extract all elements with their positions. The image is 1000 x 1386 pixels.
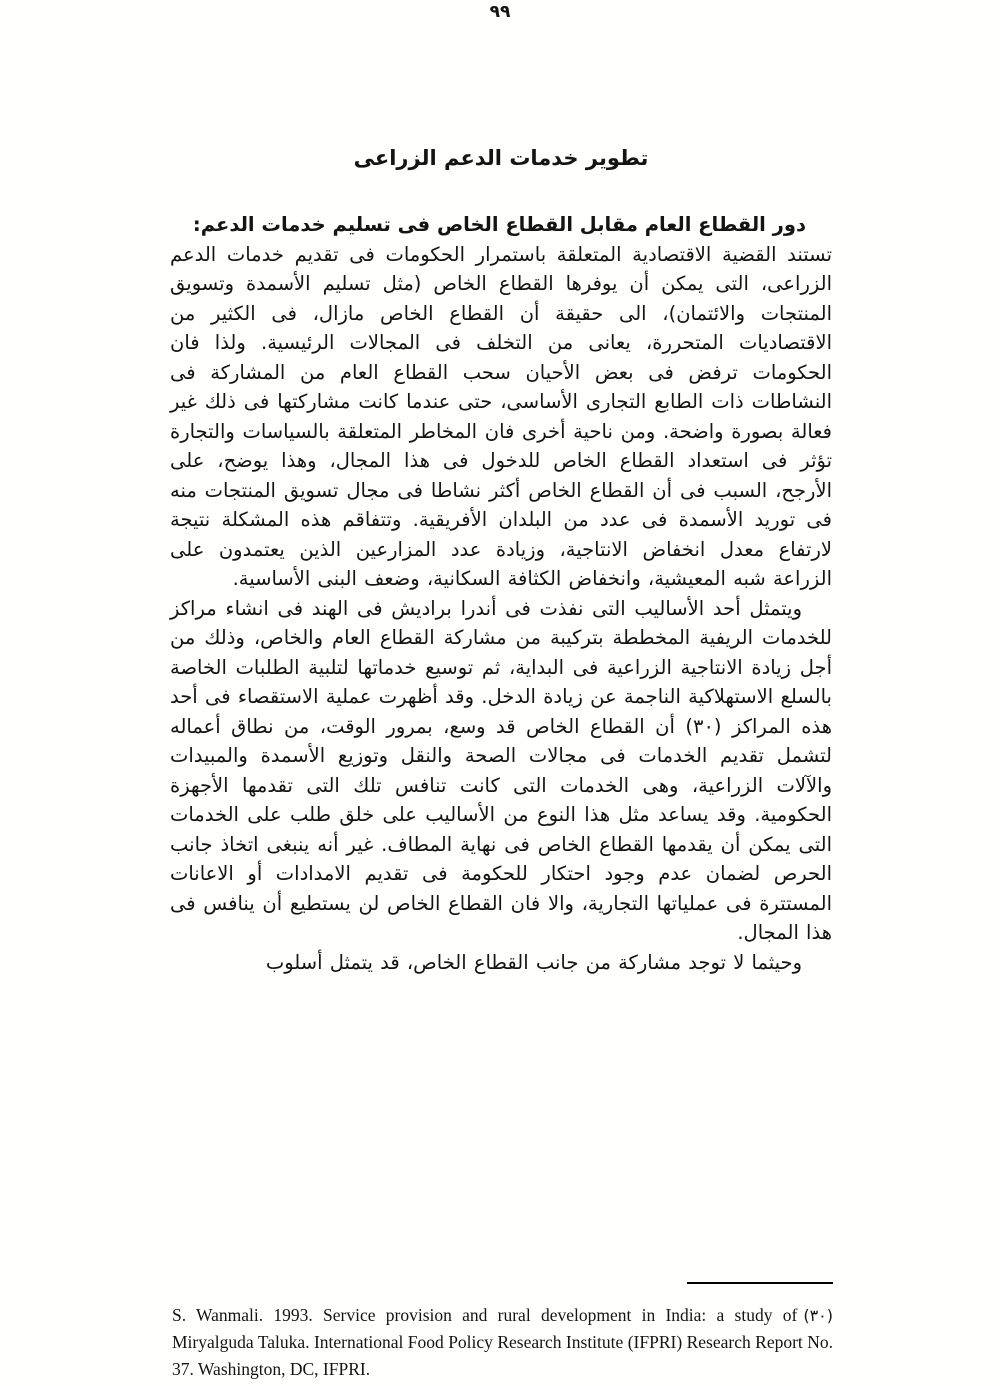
body-paragraph: ويتمثل أحد الأساليب التى نفذت فى أندرا براديش فى الهند فى انشاء مراكز للخدمات الريفية المخططة بتركيبة من مشاركة القطاع العام والخاص، وذلك من أجل زيادة الانتاجية الزراعية فى البداية، ثم توسيع خدماتها لتلبية الطلبات الخاصة بالسلع الاستهلاكية الناجمة عن زيادة الدخل. وقد أظهرت عملية الاستقصاء فى أحد هذه المراكز (٣٠) أن القطاع الخاص قد وسع، بمرور الوقت، من نطاق أعماله لتشمل تقديم الخدمات فى مجالات الصحة والنقل وتوزيع الأسمدة والمبيدات والآلات الزراعية، وهى الخدمات التى كانت تنافس تلك التى تقدمها الأجهزة الحكومية. وقد يساعد مثل هذا النوع من الأساليب على خلق طلب على الخدمات التى يمكن أن يقدمها القطاع الخاص فى نهاية المطاف. غير أنه ينبغى اتخاذ جانب الحرص لضمان عدم وجود احتكار للحكومة فى تقديم الامدادات أو الاعانات المستترة فى عملياتها التجارية، والا فان القطاع الخاص لن يستطيع أن ينافس فى هذا المجال. xyxy=(170,596,833,944)
footnote-section xyxy=(172,1282,833,1386)
page-title: تطوير خدمات الدعم الزراعى xyxy=(353,146,649,170)
body-paragraph: تستند القضية الاقتصادية المتعلقة باستمرار الحكومات فى تقديم خدمات الدعم الزراعى، التى يمكن أن يوفرها القطاع الخاص (مثل تسليم الأسمدة وتسويق المنتجات والائتمان)، الى حقيقة أن القطاع الخاص مازال، فى الكثير من الاقتصاديات المتحررة، يعانى من التخلف فى المجالات الرئيسية. ولذا فان الحكومات ترفض فى بعض الأحيان سحب القطاع العام من المشاركة فى النشاطات ذات الطابع التجارى الأساسى، حتى عندما كانت مشاركتها فى ذلك غير فعالة بصورة واضحة. ومن ناحية أخرى فان المخاطر المتعلقة بالسياسات والتجارة تؤثر فى استعداد القطاع الخاص للدخول فى هذا المجال، وهذا يوضح، على الأرجح، السبب فى أن القطاع الخاص أكثر نشاطا فى مجال تسويق المنتجات منه فى توريد الأسمدة فى عدد من البلدان الأفريقية. وتتفاقم هذه المشكلة نتيجة لارتفاع معدل انخفاض الانتاجية، وزيادة عدد المزارعين الذين يعتمدون على الزراعة شبه المعيشية، وانخفاض الكثافة السكانية، وضعف البنى الأساسية. xyxy=(170,242,832,590)
page-number: ٩٩ xyxy=(489,2,511,22)
page-content xyxy=(170,146,832,977)
footnote-marker: (٣٠) xyxy=(803,1305,833,1325)
body-paragraph: وحيثما لا توجد مشاركة من جانب القطاع الخاص، قد يتمثل أسلوب xyxy=(265,950,802,974)
footnote-text: S. Wanmali. 1993. Service provision and rural development in India: a study of Miryalguda Taluka. International Food Policy Research Institute (IFPRI) Research Report No. 37. Washington, DC, IFPRI. xyxy=(172,1304,833,1379)
section-heading: دور القطاع العام مقابل القطاع الخاص فى تسليم خدمات الدعم: xyxy=(192,213,806,236)
footnote xyxy=(172,1302,833,1383)
footnote-divider xyxy=(687,1282,833,1284)
